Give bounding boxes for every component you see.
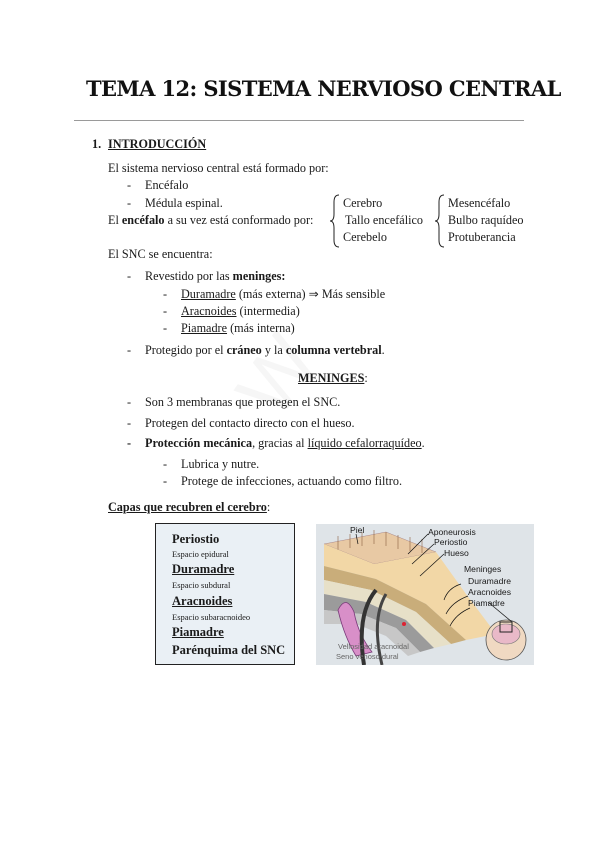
section-heading: INTRODUCCIÓN bbox=[108, 137, 207, 151]
bullet-dash: - bbox=[127, 196, 132, 210]
layer-box-item: Aracnoides bbox=[172, 594, 233, 608]
stem-part: Protuberancia bbox=[448, 230, 516, 244]
layer-note: (intermedia) bbox=[239, 304, 300, 318]
label-piel: Piel bbox=[350, 525, 365, 535]
capas-heading bbox=[108, 500, 270, 515]
meninges-point: Protegen del contacto directo con el hueso. bbox=[145, 416, 355, 430]
capas-heading-text: Capas que recubren el cerebro bbox=[108, 500, 267, 514]
encefalo-post: a su vez está conformado por: bbox=[167, 213, 314, 227]
layer-box-item: Periostio bbox=[172, 532, 220, 546]
protected-line bbox=[145, 343, 385, 358]
bullet-dash: - bbox=[127, 395, 132, 409]
label-aponeurosis: Aponeurosis bbox=[428, 527, 476, 537]
encefalo-pre: El bbox=[108, 213, 119, 227]
meninges-heading-text: MENINGES bbox=[298, 371, 365, 385]
bullet-dash: - bbox=[163, 474, 168, 488]
meninges-subpoint: Lubrica y nutre. bbox=[181, 457, 260, 471]
protected-columna: columna vertebral bbox=[285, 343, 382, 357]
meninge-layer bbox=[181, 287, 385, 302]
brace-icon bbox=[434, 194, 446, 248]
label-duramadre: Duramadre bbox=[468, 576, 511, 586]
bullet-dash: - bbox=[127, 343, 132, 357]
page-title: TEMA 12: SISTEMA NERVIOSO CENTRAL bbox=[86, 76, 561, 101]
layer-box-item: Duramadre bbox=[172, 562, 235, 576]
section-number: 1. bbox=[92, 137, 102, 151]
label-meninges: Meninges bbox=[464, 564, 502, 574]
label-hueso: Hueso bbox=[444, 548, 469, 558]
stem-part: Mesencéfalo bbox=[448, 196, 511, 210]
bullet-dash: - bbox=[127, 416, 132, 430]
protected-mid: y la bbox=[264, 343, 283, 357]
mechanical-line bbox=[145, 436, 425, 451]
mech-bold: Protección mecánica bbox=[145, 436, 253, 450]
encefalo-part: Tallo encefálico bbox=[345, 213, 423, 227]
snc-sentence: El SNC se encuentra: bbox=[108, 247, 213, 261]
meninges-pre: Revestido por las bbox=[145, 269, 230, 283]
bullet-dash: - bbox=[127, 178, 132, 192]
encefalo-part: Cerebro bbox=[343, 196, 383, 210]
label-periostio: Periostio bbox=[434, 537, 468, 547]
meninge-layer bbox=[181, 321, 295, 336]
label-seno: Seno venoso dural bbox=[336, 652, 399, 661]
layer-note: (más externa) ⇒ Más sensible bbox=[238, 287, 386, 301]
label-aracnoides: Aracnoides bbox=[468, 587, 511, 597]
meninges-line bbox=[145, 269, 285, 284]
stem-part: Bulbo raquídeo bbox=[448, 213, 524, 227]
bullet-dash: - bbox=[163, 321, 168, 335]
intro-sentence: El sistema nervioso central está formado por: bbox=[108, 161, 329, 175]
mech-link: líquido cefalorraquídeo bbox=[307, 436, 422, 450]
layer-name: Aracnoides bbox=[181, 304, 237, 318]
meninges-word: meninges: bbox=[232, 269, 286, 283]
mech-mid: , gracias al bbox=[252, 436, 305, 450]
bullet-dash: - bbox=[163, 287, 168, 301]
layer-box-item: Piamadre bbox=[172, 625, 224, 639]
encefalo-sentence bbox=[108, 213, 313, 228]
layer-box-space: Espacio epidural bbox=[172, 549, 229, 559]
brace-icon bbox=[329, 194, 341, 248]
layers-box bbox=[155, 523, 295, 665]
protected-end: . bbox=[381, 343, 385, 357]
meninges-illustration bbox=[316, 524, 534, 665]
protected-craneo: cráneo bbox=[226, 343, 262, 357]
layer-box-space: Espacio subaracnoideo bbox=[172, 612, 251, 622]
label-vellosidad: Vellosidad aracnoidal bbox=[338, 642, 409, 651]
protected-pre: Protegido por el bbox=[145, 343, 224, 357]
meninge-layer bbox=[181, 304, 300, 319]
layer-box-space: Espacio subdural bbox=[172, 580, 231, 590]
encefalo-word: encéfalo bbox=[121, 213, 165, 227]
mech-end: . bbox=[421, 436, 425, 450]
layer-box-item: Parénquima del SNC bbox=[172, 643, 286, 657]
layer-name: Piamadre bbox=[181, 321, 228, 335]
meninges-point: Son 3 membranas que protegen el SNC. bbox=[145, 395, 341, 409]
encefalo-part: Cerebelo bbox=[343, 230, 387, 244]
layer-name: Duramadre bbox=[181, 287, 236, 301]
layer-note: (más interna) bbox=[230, 321, 295, 335]
bullet-dash: - bbox=[127, 436, 132, 450]
meninges-subpoint: Protege de infecciones, actuando como filtro. bbox=[181, 474, 402, 488]
intro-item: Encéfalo bbox=[145, 178, 189, 192]
title-rule bbox=[74, 120, 524, 121]
label-piamadre: Piamadre bbox=[468, 598, 505, 608]
bullet-dash: - bbox=[163, 457, 168, 471]
intro-item: Médula espinal. bbox=[145, 196, 223, 210]
capas-colon: : bbox=[266, 500, 271, 514]
meninges-colon: : bbox=[364, 371, 368, 385]
bullet-dash: - bbox=[163, 304, 168, 318]
bullet-dash: - bbox=[127, 269, 132, 283]
meninges-heading bbox=[298, 371, 368, 386]
